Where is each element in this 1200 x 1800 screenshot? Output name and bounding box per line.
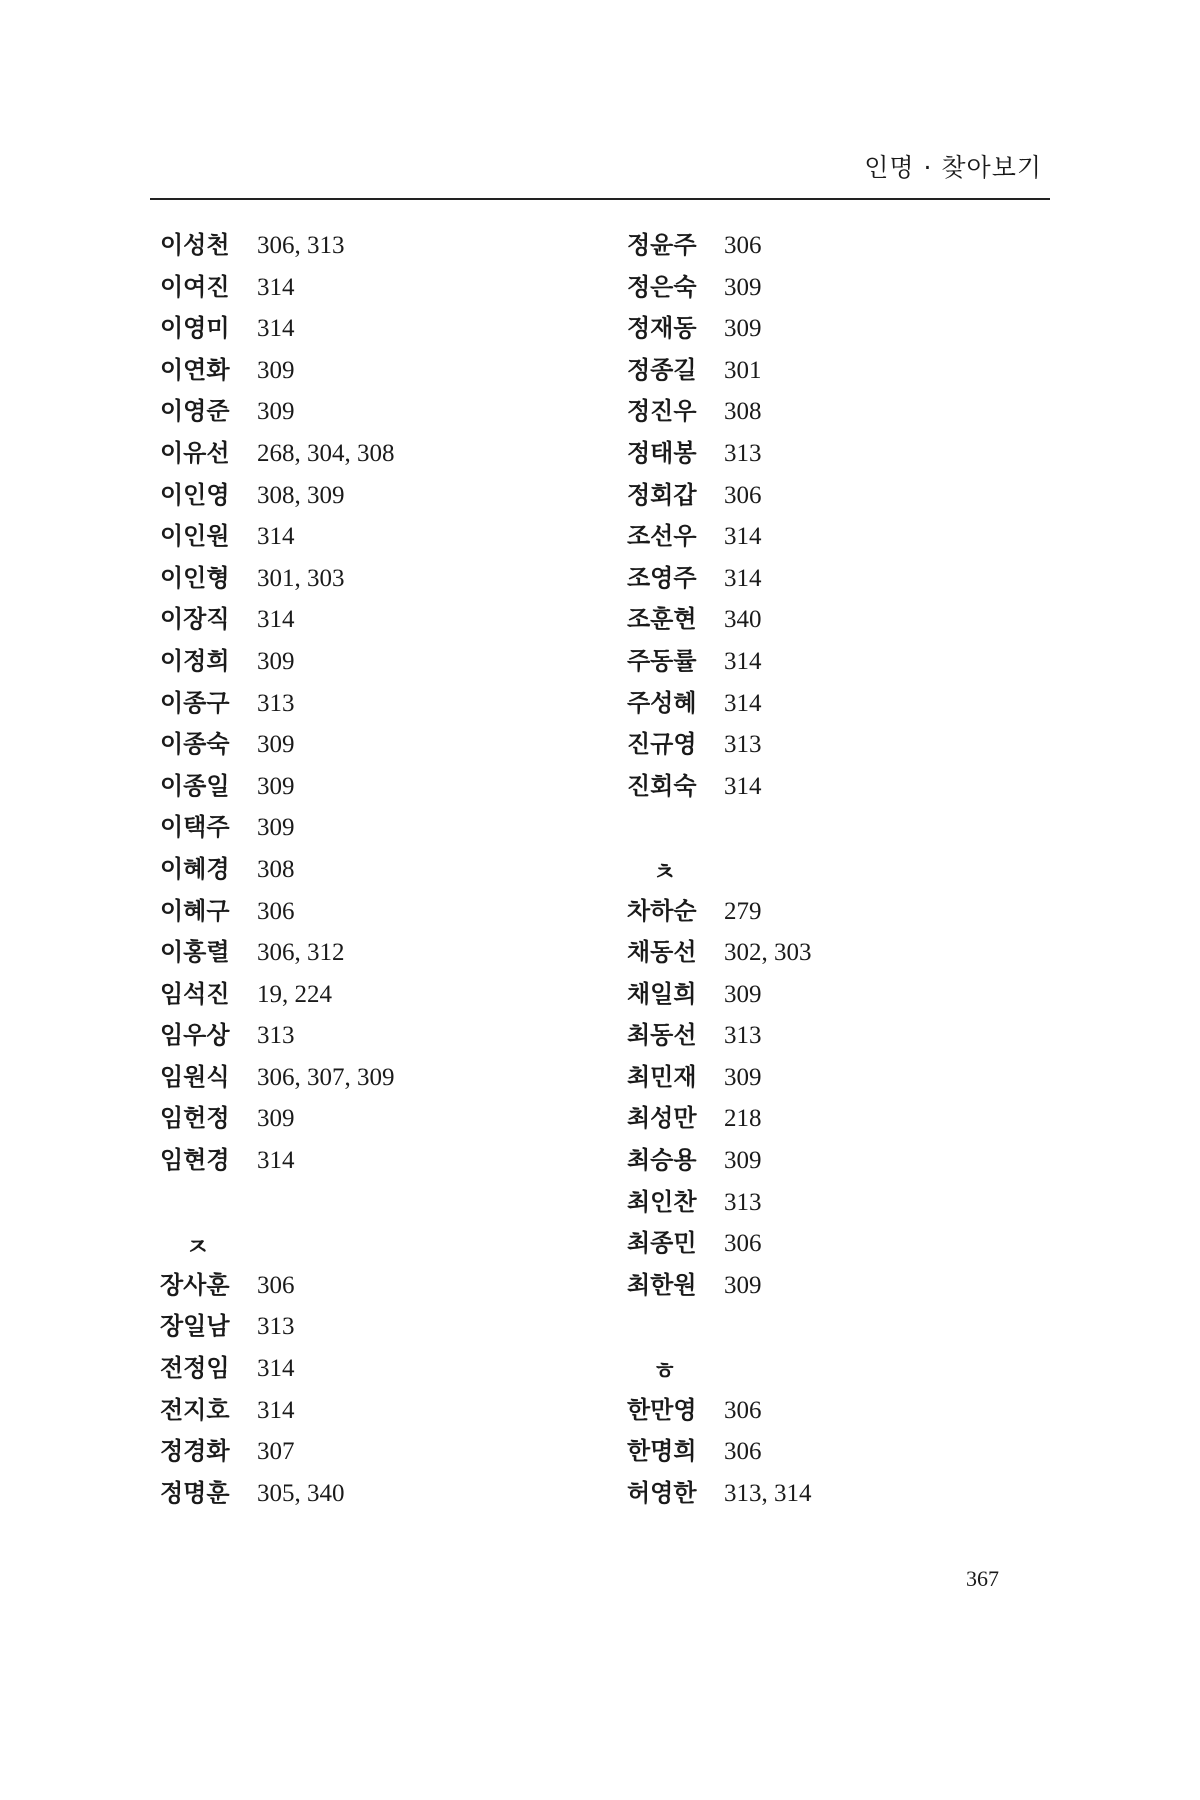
index-entry xyxy=(160,1348,395,1390)
entry-name: 정종길 xyxy=(627,354,697,384)
index-entry xyxy=(627,516,812,558)
entry-pages: 309 xyxy=(724,1147,762,1175)
entry-name: 정명훈 xyxy=(160,1477,230,1507)
index-entry xyxy=(160,1140,395,1182)
entry-pages: 306, 312 xyxy=(257,939,345,967)
entry-pages: 313 xyxy=(724,439,762,467)
entry-pages: 268, 304, 308 xyxy=(257,439,395,467)
entry-name: 이혜구 xyxy=(160,895,230,925)
index-entry xyxy=(627,599,812,641)
index-column-right xyxy=(627,225,812,1514)
entry-name: 조선우 xyxy=(627,521,697,551)
entry-name: 최민재 xyxy=(627,1061,697,1091)
index-entry xyxy=(160,1473,395,1515)
index-entry xyxy=(160,724,395,766)
entry-pages: 306 xyxy=(257,897,295,925)
entry-name: 최인찬 xyxy=(627,1186,697,1216)
index-entry xyxy=(160,891,395,933)
entry-pages: 309 xyxy=(257,814,295,842)
index-entry xyxy=(160,1015,395,1057)
index-entry xyxy=(627,1473,812,1515)
entry-pages: 309 xyxy=(257,731,295,759)
entry-name: 정태봉 xyxy=(627,437,697,467)
entry-name: 이연화 xyxy=(160,354,230,384)
index-entry xyxy=(627,225,812,267)
entry-pages: 306 xyxy=(257,1271,295,1299)
entry-name: 최성만 xyxy=(627,1103,697,1133)
entry-pages: 279 xyxy=(724,897,762,925)
entry-name: 주동률 xyxy=(627,645,697,675)
entry-name: 최한원 xyxy=(627,1269,697,1299)
entry-name: 최동선 xyxy=(627,1020,697,1050)
entry-pages: 314 xyxy=(257,273,295,301)
index-entry xyxy=(627,766,812,808)
section-heading: ㅎ xyxy=(653,1356,677,1386)
page-number: 367 xyxy=(966,1566,999,1591)
index-entry xyxy=(160,308,395,350)
index-entry xyxy=(160,391,395,433)
index-entry xyxy=(627,558,812,600)
index-column-left xyxy=(160,225,395,1514)
entry-pages: 314 xyxy=(724,564,762,592)
entry-pages: 309 xyxy=(724,273,762,301)
entry-pages: 301, 303 xyxy=(257,564,345,592)
entry-pages: 218 xyxy=(724,1105,762,1133)
entry-pages: 313 xyxy=(724,731,762,759)
index-entry xyxy=(627,724,812,766)
entry-name: 진규영 xyxy=(627,729,697,759)
index-entry xyxy=(627,1015,812,1057)
entry-pages: 314 xyxy=(724,689,762,717)
index-entry xyxy=(627,1182,812,1224)
running-header: 인명 · 찾아보기 xyxy=(864,153,1042,182)
entry-pages: 306 xyxy=(724,232,762,259)
entry-name: 이여진 xyxy=(160,271,230,301)
entry-pages: 308 xyxy=(257,855,295,883)
index-entry xyxy=(160,225,395,267)
index-entry xyxy=(160,1265,395,1307)
index-entry xyxy=(160,1306,395,1348)
entry-pages: 314 xyxy=(257,1147,295,1175)
entry-name: 장일남 xyxy=(160,1311,230,1341)
entry-pages: 307 xyxy=(257,1438,295,1466)
entry-name: 허영한 xyxy=(627,1477,697,1507)
entry-name: 이성천 xyxy=(160,230,230,259)
entry-pages: 306, 313 xyxy=(257,232,345,259)
entry-name: 전지호 xyxy=(160,1394,230,1424)
entry-pages: 302, 303 xyxy=(724,939,812,967)
entry-name: 채동선 xyxy=(627,937,697,967)
entry-name: 차하순 xyxy=(627,895,697,925)
entry-pages: 306 xyxy=(724,481,762,509)
entry-name: 조영주 xyxy=(627,562,697,592)
entry-name: 이장직 xyxy=(160,604,230,634)
entry-pages: 340 xyxy=(724,606,762,634)
entry-name: 장사훈 xyxy=(160,1269,230,1299)
entry-name: 이영준 xyxy=(160,396,230,426)
index-entry xyxy=(160,807,395,849)
index-entry xyxy=(160,849,395,891)
index-entry xyxy=(627,391,812,433)
entry-name: 임석진 xyxy=(160,978,230,1008)
section-gap xyxy=(627,1306,812,1348)
index-entry xyxy=(627,1390,812,1432)
index-entry xyxy=(160,1057,395,1099)
header-rule xyxy=(150,198,1050,200)
entry-pages: 309 xyxy=(724,1063,762,1091)
entry-name: 정은숙 xyxy=(627,271,697,301)
index-entry xyxy=(160,932,395,974)
entry-pages: 314 xyxy=(724,523,762,551)
entry-name: 최종민 xyxy=(627,1228,697,1258)
entry-pages: 313, 314 xyxy=(724,1479,812,1507)
index-entry xyxy=(627,683,812,725)
entry-pages: 306 xyxy=(724,1438,762,1466)
entry-name: 주성혜 xyxy=(627,687,697,717)
entry-pages: 306, 307, 309 xyxy=(257,1063,395,1091)
entry-pages: 314 xyxy=(257,315,295,343)
entry-name: 임현경 xyxy=(160,1145,230,1175)
entry-name: 임원식 xyxy=(160,1061,230,1091)
index-entry xyxy=(627,1223,812,1265)
index-entry xyxy=(627,350,812,392)
entry-name: 진회숙 xyxy=(627,770,697,800)
index-entry xyxy=(160,516,395,558)
entry-name: 정진우 xyxy=(627,396,697,426)
entry-name: 이종구 xyxy=(160,687,230,717)
entry-pages: 305, 340 xyxy=(257,1479,345,1507)
entry-name: 정경화 xyxy=(160,1436,230,1466)
index-entry xyxy=(627,641,812,683)
entry-pages: 309 xyxy=(257,398,295,426)
entry-name: 임헌정 xyxy=(160,1103,230,1133)
entry-pages: 308, 309 xyxy=(257,481,345,509)
entry-pages: 308 xyxy=(724,398,762,426)
entry-name: 이인형 xyxy=(160,562,230,592)
section-gap xyxy=(160,1182,395,1224)
entry-pages: 313 xyxy=(724,1188,762,1216)
entry-pages: 314 xyxy=(257,523,295,551)
entry-pages: 309 xyxy=(257,1105,295,1133)
entry-pages: 306 xyxy=(724,1230,762,1258)
index-entry xyxy=(627,1057,812,1099)
entry-name: 이종숙 xyxy=(160,729,230,759)
entry-name: 이종일 xyxy=(160,770,230,800)
entry-name: 정윤주 xyxy=(627,230,697,259)
entry-pages: 313 xyxy=(257,689,295,717)
index-entry xyxy=(627,475,812,517)
entry-pages: 309 xyxy=(724,980,762,1008)
entry-name: 정재동 xyxy=(627,313,697,343)
entry-name: 조훈현 xyxy=(627,604,697,634)
entry-name: 한명희 xyxy=(627,1436,697,1466)
index-entry xyxy=(160,475,395,517)
entry-pages: 314 xyxy=(724,772,762,800)
index-entry xyxy=(160,267,395,309)
entry-pages: 314 xyxy=(257,606,295,634)
section-gap xyxy=(627,807,812,849)
index-entry xyxy=(160,599,395,641)
entry-name: 이택주 xyxy=(160,812,230,842)
index-entry xyxy=(160,1390,395,1432)
index-entry xyxy=(160,766,395,808)
entry-pages: 19, 224 xyxy=(257,980,332,1008)
index-entry xyxy=(160,974,395,1016)
index-entry xyxy=(160,1098,395,1140)
entry-pages: 309 xyxy=(724,1271,762,1299)
section-heading: ㅈ xyxy=(186,1231,210,1261)
index-entry xyxy=(627,1098,812,1140)
entry-pages: 309 xyxy=(257,647,295,675)
entry-pages: 306 xyxy=(724,1396,762,1424)
index-entry xyxy=(627,974,812,1016)
entry-name: 정회갑 xyxy=(627,479,697,509)
entry-pages: 314 xyxy=(724,647,762,675)
entry-name: 이혜경 xyxy=(160,853,230,883)
index-entry xyxy=(627,1431,812,1473)
entry-pages: 301 xyxy=(724,356,762,384)
entry-pages: 309 xyxy=(257,356,295,384)
entry-pages: 313 xyxy=(257,1022,295,1050)
entry-name: 이영미 xyxy=(160,313,230,343)
index-entry xyxy=(160,558,395,600)
entry-name: 채일희 xyxy=(627,978,697,1008)
index-entry xyxy=(160,1431,395,1473)
index-entry xyxy=(627,1265,812,1307)
entry-pages: 314 xyxy=(257,1396,295,1424)
section-heading: ㅊ xyxy=(653,857,677,887)
index-entry xyxy=(627,267,812,309)
entry-pages: 313 xyxy=(724,1022,762,1050)
entry-name: 이홍렬 xyxy=(160,937,230,967)
index-entry xyxy=(627,433,812,475)
entry-name: 한만영 xyxy=(627,1394,697,1424)
entry-name: 이인영 xyxy=(160,479,230,509)
entry-name: 이유선 xyxy=(160,437,230,467)
index-entry xyxy=(160,350,395,392)
entry-name: 이정희 xyxy=(160,645,230,675)
entry-name: 최승용 xyxy=(627,1145,697,1175)
index-entry xyxy=(160,433,395,475)
entry-name: 임우상 xyxy=(160,1020,230,1050)
entry-pages: 309 xyxy=(257,772,295,800)
entry-name: 이인원 xyxy=(160,521,230,551)
index-entry xyxy=(627,308,812,350)
index-entry xyxy=(160,641,395,683)
entry-pages: 314 xyxy=(257,1355,295,1383)
index-entry xyxy=(627,1140,812,1182)
entry-pages: 313 xyxy=(257,1313,295,1341)
entry-pages: 309 xyxy=(724,315,762,343)
index-entry xyxy=(627,891,812,933)
index-entry xyxy=(160,683,395,725)
index-entry xyxy=(627,932,812,974)
entry-name: 전정임 xyxy=(160,1353,230,1383)
